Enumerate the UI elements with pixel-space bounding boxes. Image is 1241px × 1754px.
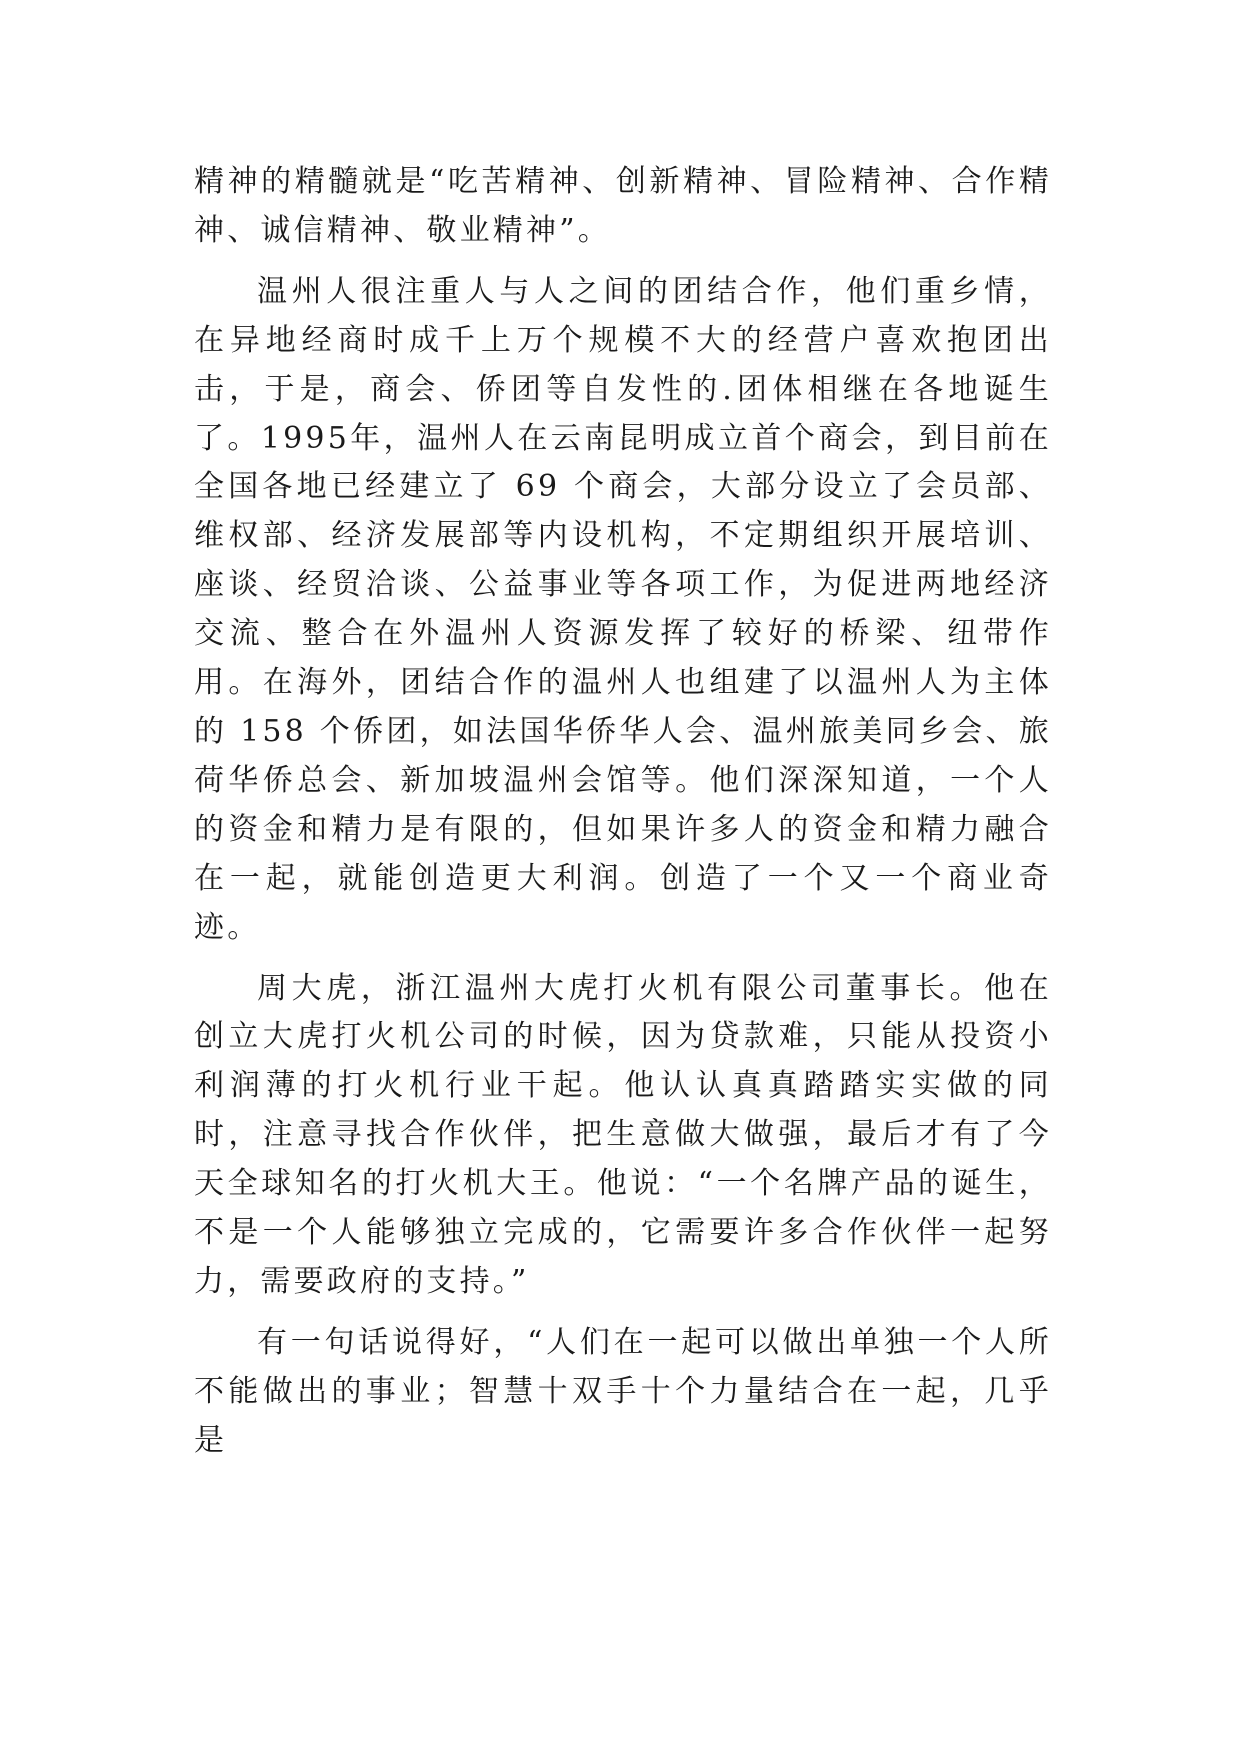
document-body bbox=[194, 158, 1052, 1466]
paragraph-wenzhou-cooperation: 温州人很注重人与人之间的团结合作，他们重乡情，在异地经商时成千上万个规模不大的经营户喜欢抱团出击，于是，商会、侨团等自发性的.团体相继在各地诞生了。1995年，温州人在云南昆明成立首个商会，到目前在全国各地已经建立了 69 个商会，大部分设立了会员部、维权部、经济发展部等内设机构，不定期组织开展培训、座谈、经贸洽谈、公益事业等各项工作，为促进两地经济交流、整合在外温州人资源发挥了较好的桥梁、纽带作用。在海外，团结合作的温州人也组建了以温州人为主体的 158 个侨团，如法国华侨华人会、温州旅美同乡会、旅荷华侨总会、新加坡温州会馆等。他们深深知道，一个人的资金和精力是有限的，但如果许多人的资金和精力融合在一起，就能创造更大利润。创造了一个又一个商业奇迹。 bbox=[194, 273, 1052, 945]
paragraph-saying: 有一句话说得好，“人们在一起可以做出单独一个人所不能做出的事业；智慧十双手十个力量结合在一起，几乎是 bbox=[194, 1324, 1052, 1458]
paragraph-zhou-dahu: 周大虎，浙江温州大虎打火机有限公司董事长。他在创立大虎打火机公司的时候，因为贷款难，只能从投资小利润薄的打火机行业干起。他认认真真踏踏实实做的同时，注意寻找合作伙伴，把生意做大做强，最后才有了今天全球知名的打火机大王。他说：“一个名牌产品的诞生，不是一个人能够独立完成的，它需要许多合作伙伴一起努力，需要政府的支持。” bbox=[194, 970, 1052, 1299]
paragraph-continuation: 精神的精髓就是“吃苦精神、创新精神、冒险精神、合作精神、诚信精神、敬业精神”。 bbox=[194, 164, 1052, 248]
